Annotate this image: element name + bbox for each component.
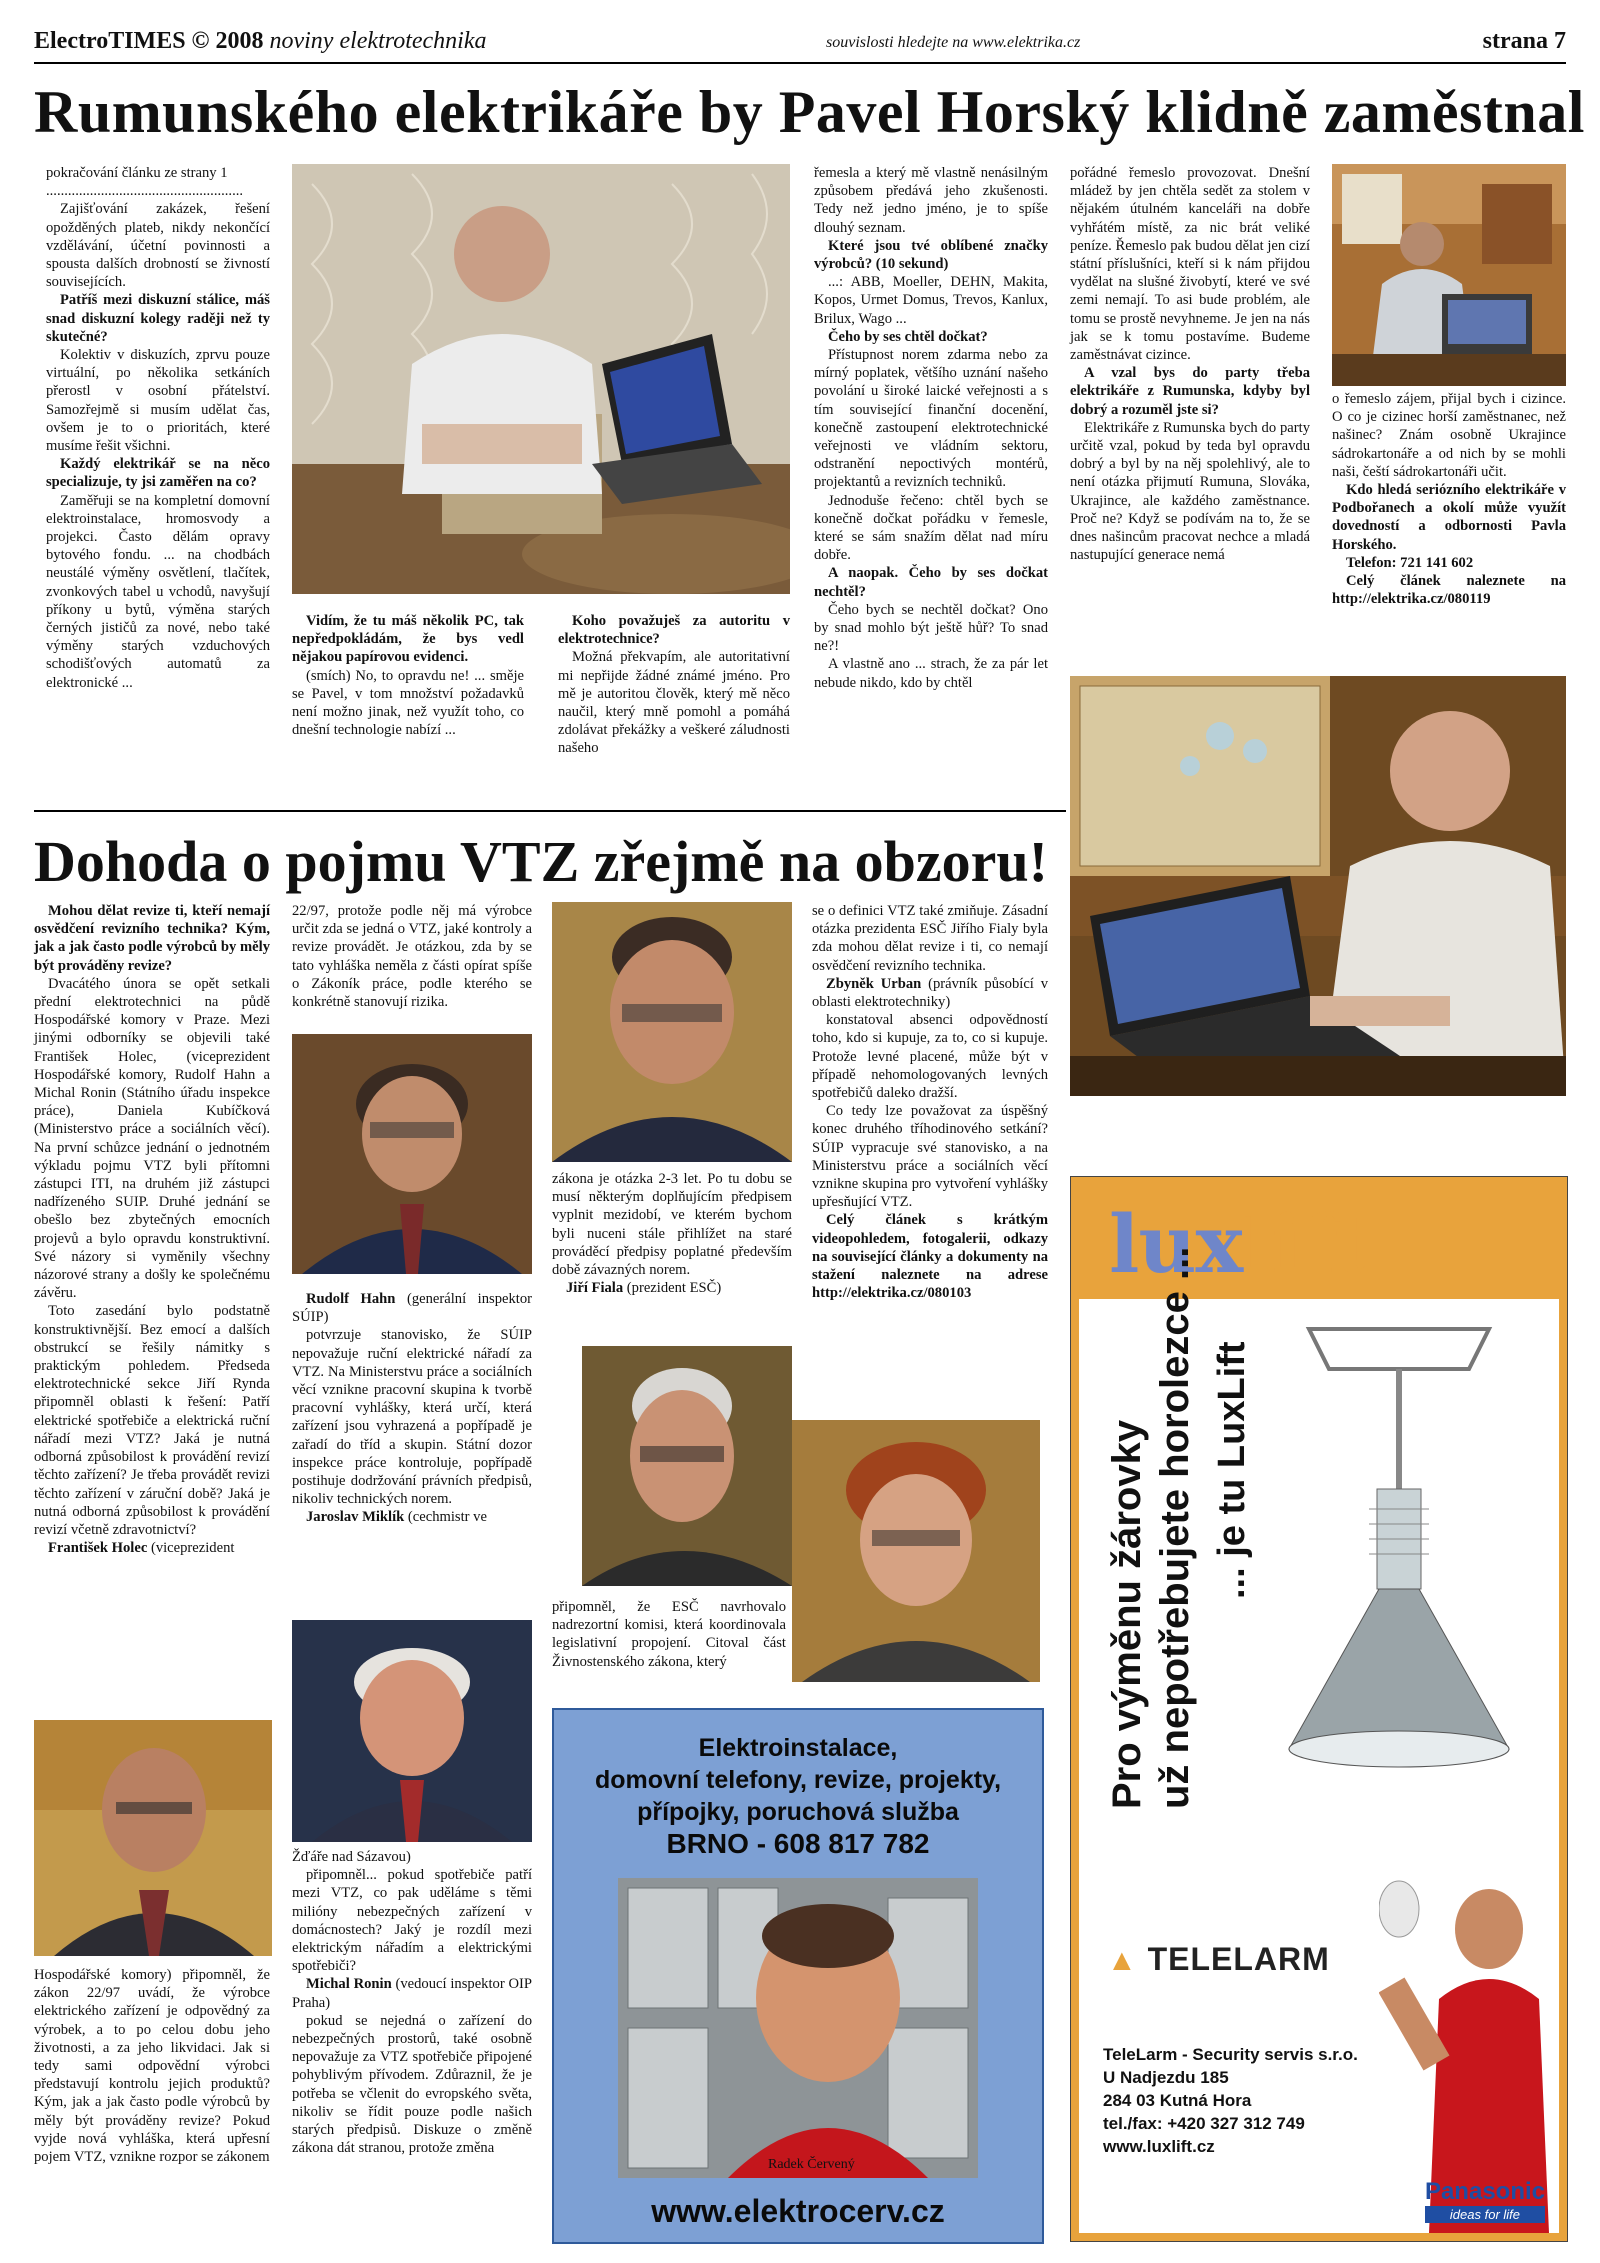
paragraph-continued: o řemeslo zájem, přijal bych i cizince. O co je cizinec horší zaměstnanec, než našinec? Znám osobně Ukrajince sádrokartonáře a od nich by se mohli naši, čeští sádrokartonáři učit. (1332, 391, 1566, 480)
photo-pavel-at-desk-small (1332, 164, 1566, 386)
photo-jaroslav-miklik (292, 1620, 532, 1842)
question: Mohou dělat revize ti, kteří nemají osvědčení revizního technika? Kým, jak a jak často podle výrobců by měly být prováděny revize? (34, 903, 270, 974)
paragraph: Kolektiv v diskuzích, zprvu pouze virtuální, po několika setkáních přerostl v osobní přátelství. Samozřejmě si musím udělat čas, ovšem je to o prioritách, které musíme řešit všichni. (46, 347, 270, 455)
question: Patříš mezi diskuzní stálice, máš snad diskuzní kolegy raději než ty skutečné? (46, 292, 270, 345)
paragraph-continued: pořádné řemeslo provozovat. Dnešní mládež by jen chtěla sedět za stolem v nějakém útulném kanceláři na dobře vyhřátém místě, za nic brát veliké peníze. Řemeslo pak budou dělat jen cizí státní příslušníci, kteří si k nám přijdou vydělat na slušné živobytí, které ve své zemi nemají. To asi bude problém, ale tomu se prostě nevyhneme. Je jen na nás jak se k tomu postavíme. Budeme zaměstnávat cizince. (1070, 165, 1310, 364)
luxlift-logo (1109, 1197, 1370, 1291)
photo-radek-cerveny (618, 1878, 978, 2178)
speaker-name: Zbyněk Urban (826, 975, 922, 992)
paragraph-continued: připomněl, že ESČ navrhovalo nadrezortní komisi, která koordinovala legislativní propojení. Citoval část Živnostenského zákona, který (552, 1599, 786, 1670)
paragraph: Co tedy lze považovat za úspěšný konec druhého tříhodinového setkání? SÚIP vypracuje své stanovisko, a na Ministerstvu práce a sociálních věcí vznikne skupina pro vytvoření vyhlášky upřesňující VTZ. (812, 1103, 1048, 1211)
brand-name: ElectroTIMES © 2008 (34, 28, 264, 54)
question: Kdo hledá seriózního elektrikáře v Podbořanech a okolí může využít dovedností a odbornosti Pavla Horského. (1332, 482, 1566, 553)
paragraph-continued: řemesla a který mě vlastně nenásilným způsobem předává jeho zkušenosti. Tedy než jedno jméno, je to spíše dlouhý seznam. (814, 165, 1048, 236)
question: Celý článek naleznete na http://elektrika.cz/080119 (1332, 573, 1566, 608)
lamp-illustration (1249, 1309, 1549, 1909)
logo-part-lux: lux (1109, 1197, 1243, 1291)
question: Vidím, že tu máš několik PC, tak nepředpokládám, že bys vedl nějakou papírovou evidenci. (292, 613, 524, 666)
speaker-line (292, 1508, 532, 1526)
photo-rudolf-hahn (292, 1034, 532, 1274)
speaker-role: (vedoucí inspektor OIP Praha) (292, 1976, 532, 2011)
ad-elektrocerv[interactable] (552, 1708, 1044, 2244)
paragraph: Zajišťování zakázek, řešení opožděných plateb, nikdy nekončící vzdělávání, účetní povinnosti a spousta dalších drobností se živností souvisejících. (46, 201, 270, 291)
photo-pavel-with-laptop (1070, 676, 1566, 1096)
paragraph: potvrzuje stanovisko, že SÚIP nepovažuje ruční elektrické nářadí za VTZ. Na Ministerstvu práce a sociálních věcí vznikne pracovní skupina k tvorbě pracovní vyhlášky, která určí, která zařízení jsou vyhrazená a popřípadě je zařadí do tříd a skupin. Státní dozor inspekce práce kontroluje, popřípadě postihuje dodržování právních předpisů, nikoliv technických norem. (292, 1327, 532, 1508)
paragraph-continued: zákona je otázka 2-3 let. Po tu dobu se musí některým doplňujícím předpisem vyplnit mezidobí, ve kterém bychom byli nuceni stále přihlížet na staré prováděcí předpisy poplatné především době závazných norem. (552, 1171, 792, 1279)
paragraph: Toto zasedání bylo podstatně konstruktivnější. Bez emocí a dalších obstrukcí se řešily námitky s praktickým pohledem. Předseda elektrotechnické sekce Jiří Rynda připomněl oblasti k řešení: Patří elektrické spotřebiče a elektrická ruční nářadí mezi VTZ? Jaká je nutná odborná způsobilost k provádění revizí těchto zařízení? Je třeba provádět revizi těchto zařízení v záruční době? Jaká je nutná odborná způsobilost k provádění revizí včetně zdravotnictví? (34, 1303, 270, 1538)
logo-part-lift: lift (1242, 1197, 1371, 1291)
question: Celý článek s krátkým videopohledem, fotogalerii, odkazy na související články a dokumenty na stažení naleznete na adrese http://elektrika.cz/080103 (812, 1212, 1048, 1302)
speaker-role: (prezident ESČ) (623, 1280, 722, 1297)
photo-man-at-meeting (582, 1346, 792, 1586)
paragraph: ...: ABB, Moeller, DEHN, Makita, Kopos, Urmet Domus, Trevos, Kanlux, Brilux, Wago ... (814, 274, 1048, 327)
article1-col4 (814, 164, 1048, 692)
ad-elektrocerv-url[interactable]: www.elektrocerv.cz (651, 2193, 945, 2229)
continuation-note: pokračování článku ze strany 1 (46, 165, 228, 181)
contact-url[interactable]: www.luxlift.cz (1103, 2137, 1215, 2156)
contact-company: TeleLarm - Security servis s.r.o. (1103, 2045, 1358, 2064)
photo-woman-at-meeting (792, 1420, 1040, 1682)
panasonic-logo (1425, 2178, 1545, 2223)
article2-col2 (292, 902, 532, 1011)
telelarm-mark-icon: ▲ (1107, 1944, 1138, 1977)
speaker-name: Rudolf Hahn (306, 1291, 396, 1307)
contact-street: U Nadjezdu 185 (1103, 2068, 1229, 2087)
paragraph: Zaměřuji se na kompletní domovní elektroinstalace, hromosvody a projekci. Často dělám opravy bytového fondu. ... na chodbách neustálé výměny osvětlení, tlačítek, zvonkových tabel u vchodů, navyšují příkony u bytů, výměna starých černých jističů za nové, nebo také výměny starých vzduchových schodišťových automatů za elektronické ... (46, 492, 270, 691)
masthead (34, 28, 487, 55)
article2-title: Dohoda o pojmu VTZ zřejmě na obzoru! (34, 829, 1048, 894)
paragraph: Možná překvapím, ale autoritativní mi nepřijde žádné známé jméno. Pro mě je autoritou člověk, který mě něco naučil, který mně pomohl a pomáhá zdolávat překážky a veškeré záludnosti našeho (558, 649, 790, 757)
ad-phone: BRNO - 608 817 782 (666, 1828, 930, 1859)
ad-line-2: domovní telefony, revize, projekty, (594, 1766, 1002, 1794)
speaker-line (34, 1539, 270, 1557)
paragraph: (smích) No, to opravdu ne! ... směje se Pavel, v tom množství požadavků není možno jinak, než využít toho, co dnešní technologie nabízí ... (292, 667, 524, 739)
speaker-name: Michal Ronin (306, 1976, 392, 1993)
slogan-line-3: ... je tu LuxLift (1211, 1341, 1253, 1599)
page-number: strana 7 (1482, 28, 1566, 54)
speaker-name: Jiří Fiala (566, 1280, 624, 1297)
photo-jiri-fiala (552, 902, 792, 1162)
paragraph-continued: Hospodářské komory) připomněl, že zákon 22/97 uvádí, že výrobce elektrického zařízení je odpovědný za výrobek, a to po celou dobu jeho životnosti, a za jeho likvidaci. Jak si tedy sami odpovědní výrobci představují kontrolu jejich produktů? Kým, jak a jak často podle výrobců by měly být prováděny revize? Pokud vyjde nová vyhláška, která upřesní pojem VTZ, vznikne rozpor se zákonem (34, 1967, 270, 2166)
photo-caption: Radek Červený (768, 2157, 855, 2172)
ad-elektrocerv-text (554, 1732, 1042, 1860)
article2-col2c (292, 1848, 532, 2157)
ad-line-1: Elektroinstalace, (698, 1734, 898, 1762)
article2-col2b (292, 1290, 532, 1527)
article1-col6 (1332, 390, 1566, 608)
ad-luxlift[interactable] (1070, 1176, 1568, 2242)
luxlift-panel (1079, 1246, 1559, 2233)
slogan-line-2: už nepotřebujete horolezce ... (1153, 1246, 1197, 1809)
worker-illustration (1379, 1859, 1559, 2233)
ad-line-3: přípojky, poruchová služba (637, 1798, 959, 1826)
paragraph: A vlastně ano ... strach, že za pár let nebude nikdo, kdo by chtěl (814, 656, 1048, 691)
speaker-role: (viceprezident (147, 1540, 235, 1557)
article1-col5 (1070, 164, 1310, 564)
contact-city: 284 03 Kutná Hora (1103, 2091, 1252, 2110)
panasonic-brand: Panasonic (1424, 2178, 1545, 2205)
article2-col1 (34, 902, 270, 1557)
speaker-line (292, 1975, 532, 2011)
paragraph-continued: Žďáře nad Sázavou) (292, 1849, 411, 1865)
article1-col1 (46, 164, 270, 692)
paragraph-continued: se o definici VTZ také zmiňuje. Zásadní otázka prezidenta ESČ Jiřího Fialy byla zda mohou dělat revize i ti, co nemají osvědčení revizního technika. (812, 903, 1048, 974)
photo-pavel-horsky-office (292, 164, 790, 594)
speaker-name: Jaroslav Miklík (306, 1509, 405, 1526)
slogan-line-1: Pro výměnu žárovky (1105, 1419, 1149, 1809)
question: A naopak. Čeho by ses dočkat nechtěl? (814, 565, 1048, 600)
article1-col2 (292, 612, 524, 739)
separator: ...................................................... (46, 183, 244, 200)
photo-frantisek-holec (34, 1720, 272, 1956)
speaker-line (292, 1290, 532, 1326)
question: Čeho by ses chtěl dočkat? (828, 328, 988, 345)
header-link-text: souvislosti hledejte na www.elektrika.cz (826, 34, 1081, 51)
page-header (34, 28, 1566, 64)
section-divider (34, 810, 1066, 812)
question: Každý elektrikář se na něco specializuje, ty jsi zaměřen na co? (46, 456, 270, 491)
speaker-role: (cechmistr ve (404, 1509, 487, 1526)
paragraph: Jednoduše řečeno: chtěl bych se konečně dočkat pořádku v řemesle, které se sám snažím dělat nad míru dobře. (814, 492, 1048, 564)
telelarm-brand: TELELARM (1147, 1941, 1330, 1977)
telelarm-logo (1107, 1941, 1330, 1978)
panasonic-tagline: ideas for life (1425, 2206, 1545, 2223)
paragraph: Přístupnost norem zdarma nebo za mírný poplatek, většího uznání našeho povolání u široké laické veřejnosti a s tím související finanční docenění, konečně zastoupení elektrotechnické veřejnosti ve vládním sektoru, odstranění nepoctivých montérů, projektantů a revizních techniků. (814, 347, 1048, 491)
contact-phone: tel./fax: +420 327 312 749 (1103, 2114, 1305, 2133)
article2-col3 (552, 1170, 792, 1297)
speaker-role: (právník působící v oblasti elektrotechniky) (812, 975, 1048, 1011)
paragraph: konstatoval absenci odpovědností toho, kdo si kupuje, za to, co si kupuje. Protože levné placené, může být v případě nehomologovaných levných spotřebičů daleko dražší. (812, 1012, 1048, 1102)
paragraph: připomněl... pokud spotřebiče patří mezi VTZ, co pak uděláme s těmi milióny nebezpečných zařízení v domácnostech? Jaký je rozdíl mezi elektrickým nářadím a elektrickými spotřebiči? (292, 1867, 532, 1975)
question: Telefon: 721 141 602 (1346, 554, 1474, 571)
question: Které jsou tvé oblíbené značky výrobců? (10 sekund) (814, 237, 1048, 273)
speaker-name: František Holec (48, 1540, 148, 1557)
question: Koho považuješ za autoritu v elektrotechnice? (558, 613, 790, 648)
speaker-line (552, 1279, 792, 1297)
paragraph: Čeho bych se nechtěl dočkat? Ono by snad mohlo být ještě hůř? To snad ne?! (814, 601, 1048, 655)
speaker-role: (generální inspektor SÚIP) (292, 1291, 532, 1326)
article2-col1b (34, 1966, 270, 2166)
article2-col3b (552, 1598, 786, 1671)
paragraph: Elektrikáře z Rumunska bych do party určitě vzal, pokud by teda byl opravdu dobrý a byl by na něj spolehlivý, ale to není otázka přijmutí Rumuna, Slováka, Ukrajince, ale každého zaměstnance. Proč ne? Když se podívám na to, že se dnes našincům pracovat nechce a mladá nastupující generace nemá (1070, 419, 1310, 564)
question: A vzal bys do party třeba elektrikáře z Rumunska, kdyby byl dobrý a rozuměl jste si? (1070, 365, 1310, 418)
article2-col4 (812, 902, 1048, 1302)
paragraph: Dvacátého února se opět setkali přední elektrotechnici na půdě Hospodářské komory v Praze. Mezi jinými odborníky se objevili také František Holec, (viceprezident Hospodářské komory, Rudolf Hahn a Michal Ronin (Státního úřadu inspekce práce), Daniela Kubíčková (Ministerstvo práce a sociálních věcí). Na první schůzce jednání o jednotném výkladu pojmu VTZ byli přítomni zástupci ITI, na druhém již zástupci nadřízeného SUIP. Druhé jednání se obešlo bez zbytečných emocních projevů a bylo opravdu konstruktivní. Své názory si vyměnily všechny názorové strany a došly ke společnému závěru. (34, 975, 270, 1302)
luxlift-contact (1103, 2043, 1358, 2158)
paragraph: pokud se nejedná o zařízení do nebezpečných prostorů, také osobně nepovažuje za VTZ spotřebiče připojené pohyblivým přívodem. Zdůraznil, že je potřeba se včlenit do evropského světa, nikoliv se řídit pouze podle našich starých předpisů. Diskuze o změně zákona dát stranou, protože změna (292, 2012, 532, 2157)
brand-subtitle: noviny elektrotechnika (269, 28, 487, 54)
article1-col3 (558, 612, 790, 758)
article1-title: Rumunského elektrikáře by Pavel Horský klidně zaměstnal (34, 79, 1585, 145)
speaker-line (812, 975, 1048, 1011)
paragraph-continued: 22/97, protože podle něj má výrobce určit zda se jedná o VTZ, jaké kontroly a revize provádět. Je otázkou, zda by se tato vyhláška neměla z části opírat spíše o Zákoník práce, podle kterého se konkrétně stanovují rizika. (292, 903, 532, 1011)
